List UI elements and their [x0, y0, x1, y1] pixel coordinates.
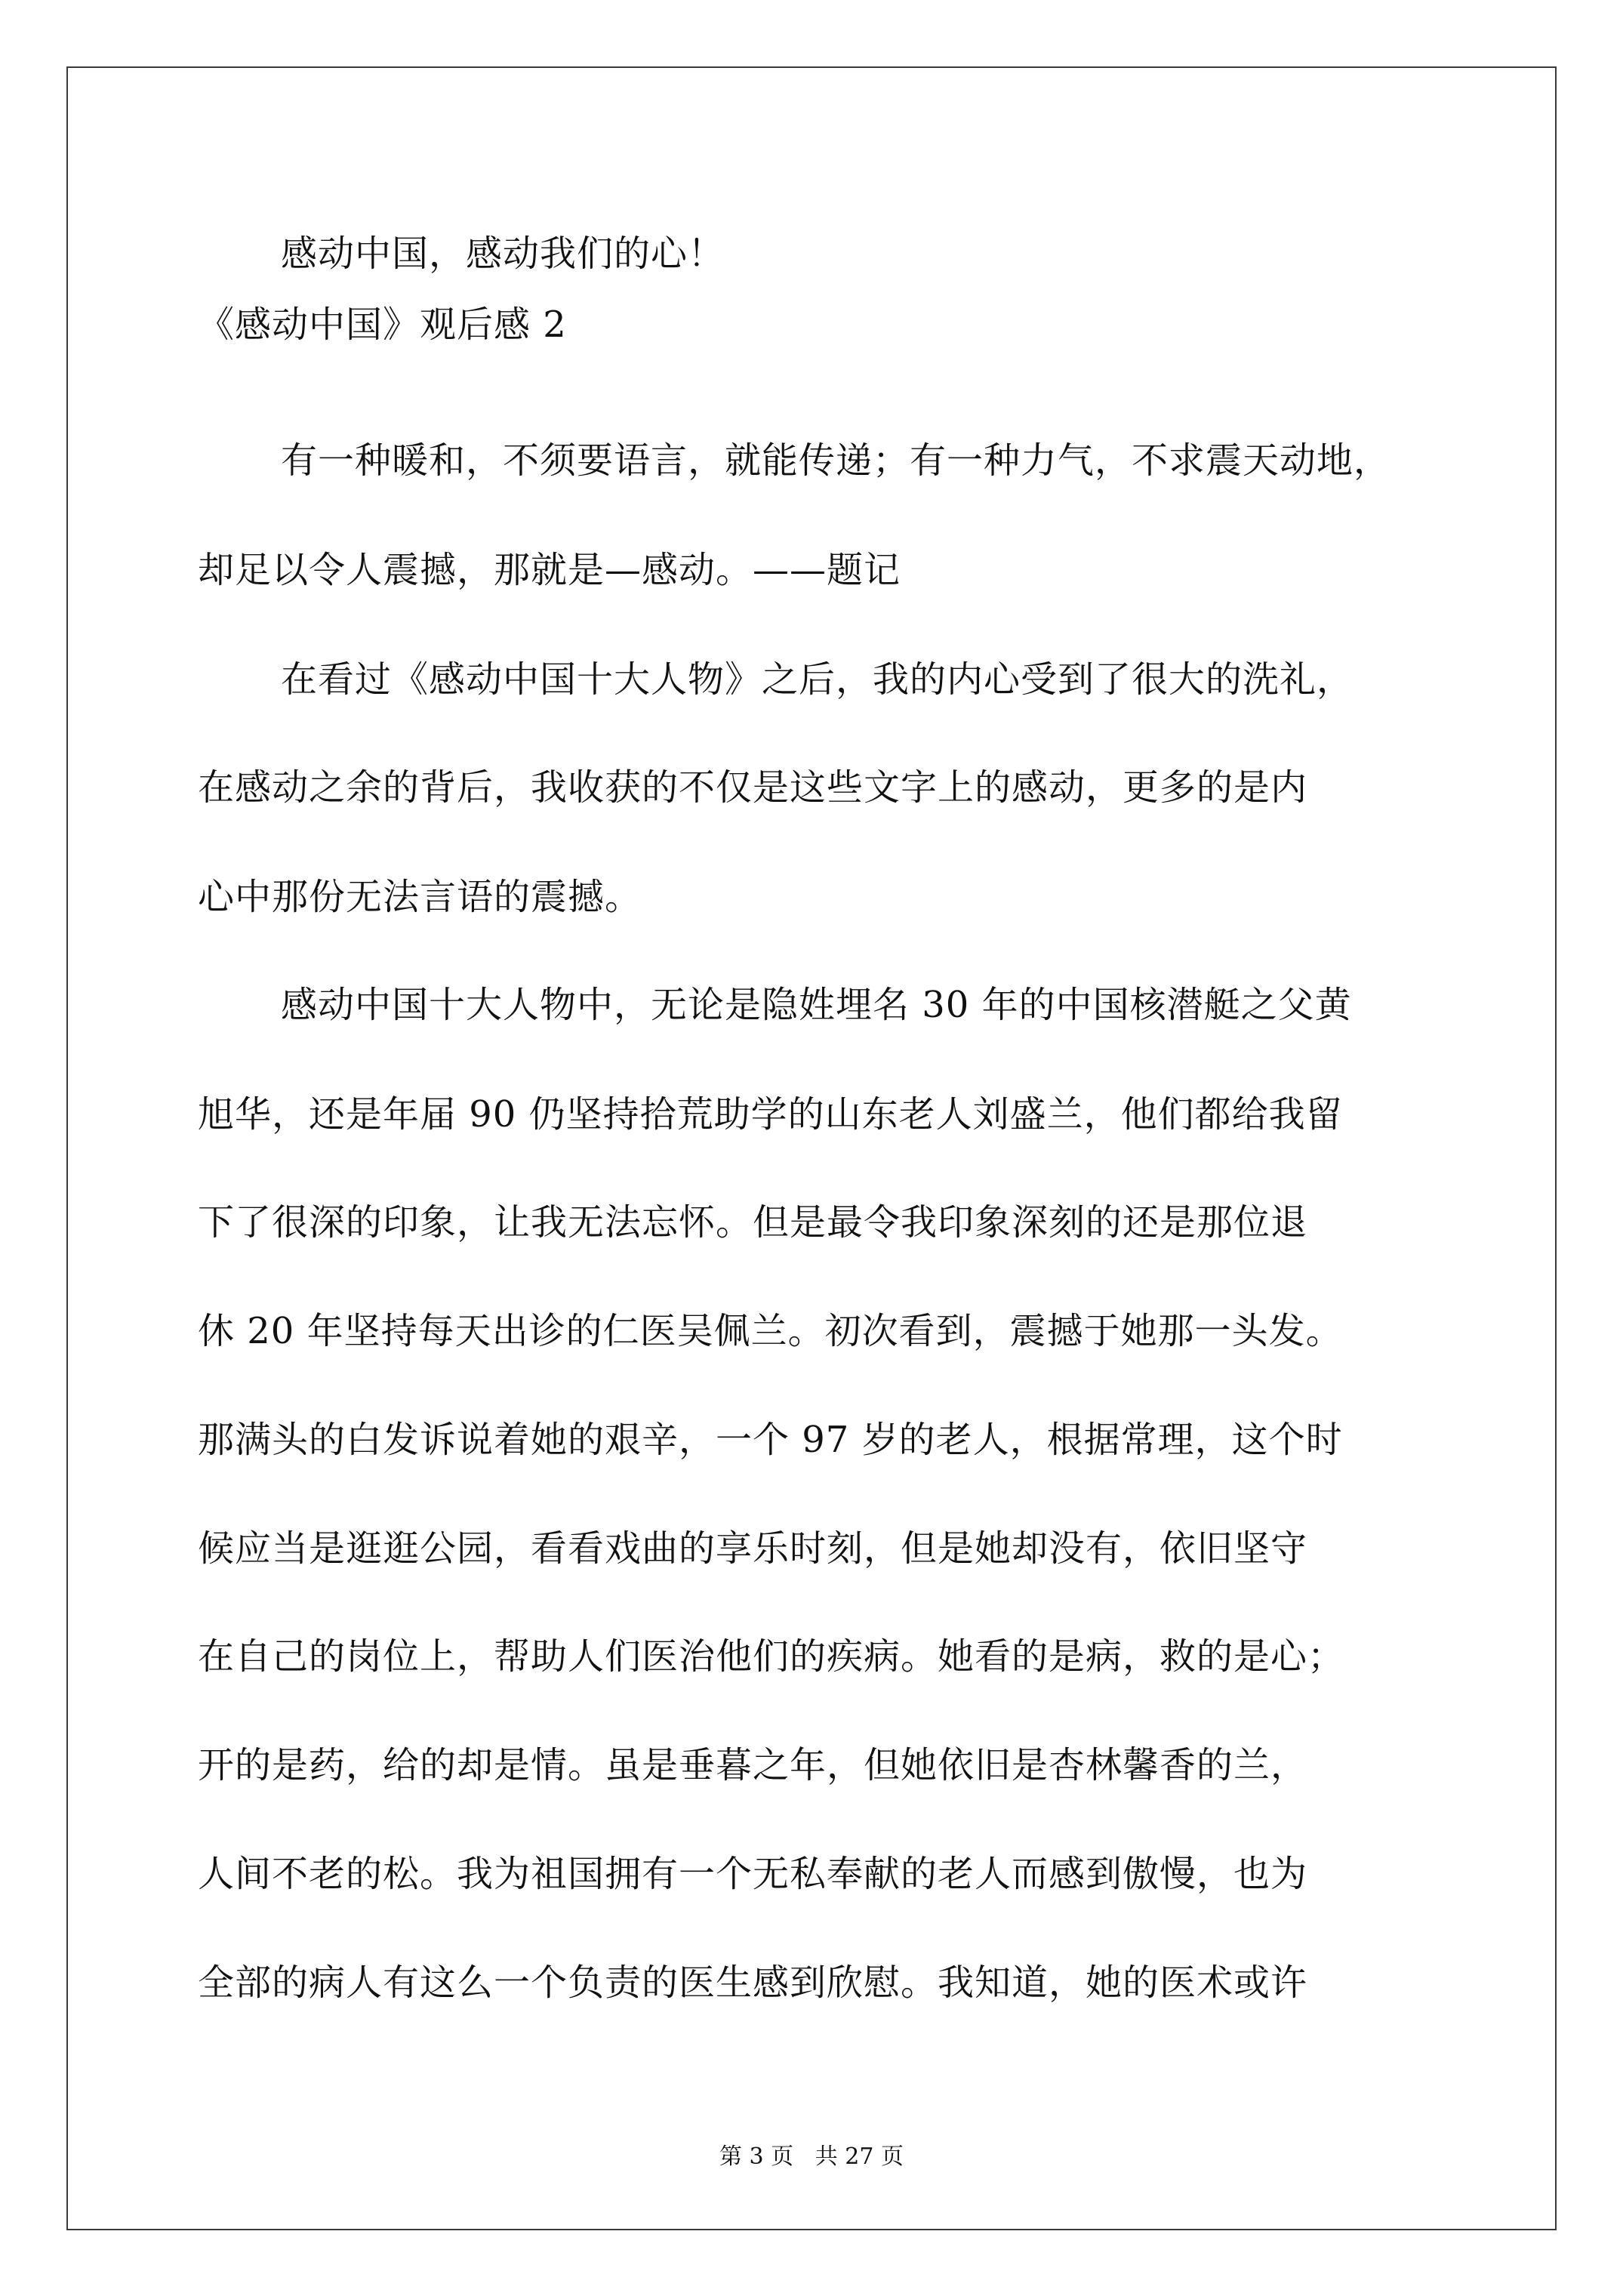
paragraph-line: 下了很深的印象，让我无法忘怀。但是最令我印象深刻的还是那位退	[198, 1201, 1308, 1244]
paragraph-line: 有一种暖和，不须要语言，就能传递；有一种力气，不求震天动地，	[281, 439, 1391, 482]
paragraph-line: 旭华，还是年届 90 仍坚持拾荒助学的山东老人刘盛兰，他们都给我留	[198, 1093, 1343, 1136]
paragraph-line: 却足以令人震撼，那就是—感动。——题记	[198, 549, 901, 591]
paragraph-line: 休 20 年坚持每天出诊的仁医吴佩兰。初次看到，震撼于她那一头发。	[198, 1310, 1343, 1352]
paragraph-line: 候应当是逛逛公园，看看戏曲的享乐时刻，但是她却没有，依旧坚守	[198, 1527, 1308, 1570]
paragraph-line: 开的是药，给的却是情。虽是垂暮之年，但她依旧是杏林馨香的兰，	[198, 1744, 1308, 1786]
paragraph-line: 感动中国十大人物中，无论是隐姓埋名 30 年的中国核潜艇之父黄	[281, 984, 1352, 1026]
paragraph-line: 在感动之余的背后，我收获的不仅是这些文字上的感动，更多的是内	[198, 766, 1308, 809]
page-border	[66, 66, 1557, 2230]
section-heading: 《感动中国》观后感 2	[198, 304, 567, 346]
paragraph-line: 在看过《感动中国十大人物》之后，我的内心受到了很大的洗礼，	[281, 658, 1354, 701]
paragraph-line: 感动中国，感动我们的心！	[281, 233, 725, 275]
paragraph-line: 人间不老的松。我为祖国拥有一个无私奉献的老人而感到傲慢，也为	[198, 1853, 1308, 1895]
paragraph-line: 全部的病人有这么一个负责的医生感到欣慰。我知道，她的医术或许	[198, 1962, 1308, 2004]
paragraph-line: 心中那份无法言语的震撼。	[198, 876, 642, 918]
paragraph-line: 那满头的白发诉说着她的艰辛，一个 97 岁的老人，根据常理，这个时	[198, 1419, 1343, 1461]
page-footer: 第 3 页 共 27 页	[719, 2143, 904, 2170]
paragraph-line: 在自己的岗位上，帮助人们医治他们的疾病。她看的是病，救的是心；	[198, 1635, 1345, 1678]
